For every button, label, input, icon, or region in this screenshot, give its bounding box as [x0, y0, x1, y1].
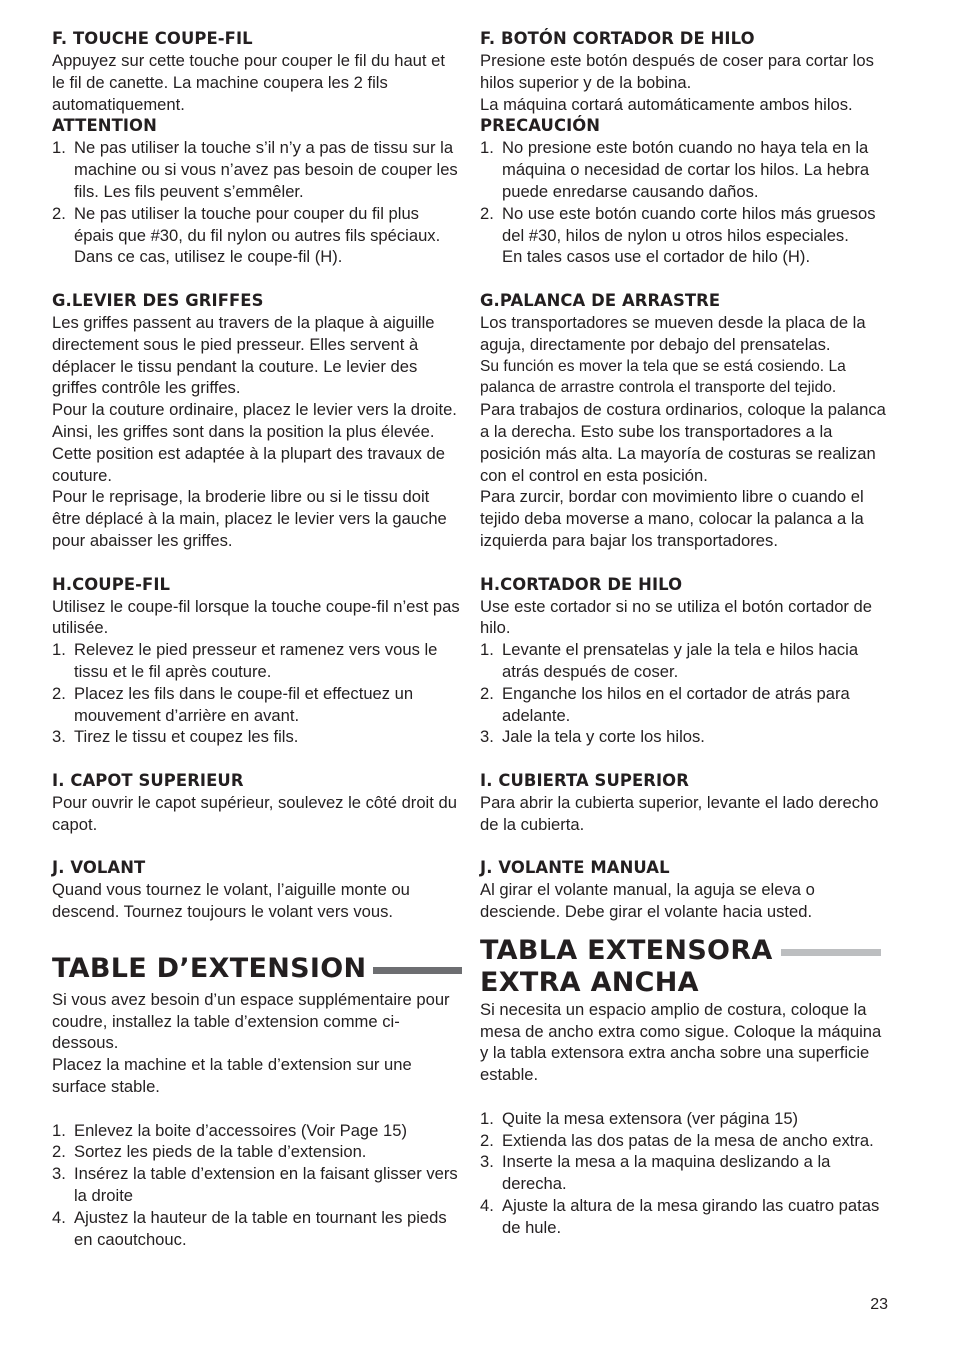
precaucion-list [480, 137, 890, 268]
section-j-text: Al girar el volante manual, la aguja se eleva o desciende. Debe girar el volante hacia usted. [480, 880, 815, 922]
item-text: Insérez la table d’extension en la faisant glisser vers la droite [74, 1164, 458, 1206]
french-column [52, 28, 462, 1250]
item-number: 1. [480, 640, 494, 660]
item-number: 4. [52, 1207, 66, 1227]
section-h-list [52, 639, 462, 748]
title-rule [373, 967, 462, 974]
extension-table-list [480, 1108, 890, 1239]
section-f-text: Appuyez sur cette touche pour couper le fil du haut et le fil de canette. La machine coupera les 2 fils automatiquement. [52, 51, 445, 114]
item-number: 1. [52, 640, 66, 660]
list-item [480, 1195, 890, 1239]
section-j-text: Quand vous tournez le volant, l’aiguille monte ou descend. Tournez toujours le volant vers vous. [52, 880, 410, 922]
precaucion-heading: PRECAUCIÓN [480, 116, 601, 136]
list-item [52, 203, 462, 268]
list-item [52, 1120, 462, 1142]
item-text: Quite la mesa extensora (ver página 15) [502, 1108, 799, 1128]
item-number: 2. [52, 683, 66, 703]
section-i-text: Para abrir la cubierta superior, levante el lado derecho de la cubierta. [480, 792, 879, 834]
item-number: 1. [52, 1120, 66, 1140]
extension-table-list [52, 1120, 462, 1251]
extension-table-title-line-1: TABLA EXTENSORA [480, 934, 773, 966]
item-number: 2. [480, 203, 494, 223]
section-g-text-2: Pour la couture ordinaire, placez le levier vers la droite. Ainsi, les griffes sont dans la position la plus élevée. Cette position est adaptée à la plupart des travaux de couture. [52, 400, 457, 485]
section-j-title: J. VOLANTE MANUAL [480, 858, 670, 878]
item-number: 3. [52, 727, 66, 747]
item-text: Jale la tela y corte los hilos. [502, 727, 705, 747]
item-number: 1. [480, 138, 494, 158]
extension-table-text-2: Placez la machine et la table d’extension sur une surface stable. [52, 1055, 412, 1097]
section-f-title: F. TOUCHE COUPE-FIL [52, 29, 253, 48]
list-item [52, 137, 462, 202]
item-number: 1. [52, 138, 66, 158]
section-h-text: Utilisez le coupe-fil lorsque la touche coupe-fil n’est pas utilisée. [52, 596, 460, 638]
item-text: Extienda las dos patas de la mesa de ancho extra. [502, 1130, 874, 1150]
item-note: Dans ce cas, utilisez le coupe-fil (H). [74, 247, 343, 267]
section-g-title: G.PALANCA DE ARRASTRE [480, 290, 721, 310]
list-item [480, 137, 890, 202]
list-item [480, 683, 890, 727]
spanish-column [480, 28, 890, 1239]
section-f-title: F. BOTÓN CORTADOR DE HILO [480, 29, 755, 48]
list-item [480, 726, 890, 748]
section-g-text-3: Para trabajos de costura ordinarios, coloque la palanca a la derecha. Esto sube los transportadores a la posición más alta. La mayoría de costuras se realizan con el control en esta posición. [480, 400, 886, 485]
item-text: No use este botón cuando corte hilos más gruesos del #30, hilos de nylon u otros hilos especiales. [502, 203, 876, 245]
list-item [52, 683, 462, 727]
attention-list [52, 137, 462, 268]
title-rule [781, 949, 881, 956]
section-h-text: Use este cortador si no se utiliza el botón cortador de hilo. [480, 596, 873, 638]
item-text: Ajustez la hauteur de la table en tournant les pieds en caoutchouc. [74, 1207, 447, 1249]
item-text: Levante el prensatelas y jale la tela e hilos hacia atrás después de coser. [502, 640, 859, 681]
section-g-title: G.LEVIER DES GRIFFES [52, 290, 264, 310]
item-number: 2. [52, 1142, 66, 1162]
section-g-text-1: Los transportadores se mueven desde la placa de la aguja, directamente por debajo del prensatelas. [480, 312, 866, 354]
item-text: Inserte la mesa a la maquina deslizando a la derecha. [502, 1152, 831, 1194]
item-number: 2. [52, 203, 66, 223]
section-g-text-3: Pour le reprisage, la broderie libre ou si le tissu doit être déplacé à la main, placez le levier vers la gauche pour abaisser les griffes. [52, 487, 447, 550]
list-item [480, 1130, 890, 1152]
section-f-text-2: La máquina cortará automáticamente ambos hilos. [480, 94, 853, 114]
section-g-text-2: Su función es mover la tela que se está cosiendo. La palanca de arrastre controla el transporte del tejido. [480, 357, 846, 397]
extension-table-title: TABLE D’EXTENSION [52, 952, 367, 984]
section-h-list [480, 639, 890, 748]
section-g-text-4: Para zurcir, bordar con movimiento libre o cuando el tejido deba moverse a mano, colocar la palanca a la izquierda para bajar los transportadores. [480, 487, 864, 550]
extension-table-text: Si necesita un espacio amplio de costura, coloque la mesa de ancho extra como sigue. Coloque la máquina y la tabla extensora extra ancha sobre una superficie estable. [480, 999, 882, 1085]
page-number: 23 [870, 1296, 888, 1313]
list-item [52, 726, 462, 748]
item-text: Placez les fils dans le coupe-fil et effectuez un mouvement d’arrière en avant. [74, 683, 414, 725]
list-item [480, 203, 890, 268]
item-number: 4. [480, 1196, 494, 1216]
list-item [52, 1207, 462, 1251]
extension-table-title-block [480, 935, 890, 999]
extension-table-title-row [52, 953, 462, 985]
section-j-title: J. VOLANT [52, 858, 146, 878]
item-text: Relevez le pied presseur et ramenez vers vous le tissu et le fil après couture. [74, 640, 438, 681]
list-item [480, 1108, 890, 1130]
item-number: 2. [480, 1130, 494, 1150]
section-h-title: H.CORTADOR DE HILO [480, 574, 683, 594]
item-number: 2. [480, 683, 494, 703]
item-text: No presione este botón cuando no haya tela en la máquina o necesidad de cortar los hilos. La hebra puede enredarse causando daños. [502, 138, 870, 201]
section-i-title: I. CAPOT SUPERIEUR [52, 770, 244, 790]
item-text: Tirez le tissu et coupez les fils. [74, 727, 299, 747]
item-text: Ajuste la altura de la mesa girando las cuatro patas de hule. [502, 1196, 880, 1237]
item-text: Enganche los hilos en el cortador de atrás para adelante. [502, 683, 850, 725]
extension-table-text-1: Si vous avez besoin d’un espace supplémentaire pour coudre, installez la table d’extension comme ci-dessous. [52, 989, 450, 1053]
section-i-text: Pour ouvrir le capot supérieur, soulevez le côté droit du capot. [52, 792, 457, 834]
item-number: 3. [480, 1152, 494, 1172]
extension-table-title-line-2: EXTRA ANCHA [480, 966, 699, 998]
item-note: En tales casos use el cortador de hilo (H). [502, 247, 811, 267]
section-i-title: I. CUBIERTA SUPERIOR [480, 770, 689, 790]
item-text: Ne pas utiliser la touche pour couper du fil plus épais que #30, du fil nylon ou autres fils spéciaux. [74, 203, 441, 245]
item-text: Sortez les pieds de la table d’extension. [74, 1142, 367, 1162]
section-g-text-1: Les griffes passent au travers de la plaque à aiguille directement sous le pied presseur. Elles servent à déplacer le tissu pendant la couture. Le levier des griffes contrôle les griffes. [52, 312, 435, 398]
list-item [52, 639, 462, 683]
list-item [480, 639, 890, 683]
item-text: Ne pas utiliser la touche s’il n’y a pas de tissu sur la machine ou si vous n’avez pas besoin de couper les fils. Les fils peuvent s’emmêler. [74, 138, 458, 201]
item-number: 1. [480, 1108, 494, 1128]
attention-heading: ATTENTION [52, 116, 157, 136]
item-text: Enlevez la boite d’accessoires (Voir Page 15) [74, 1120, 407, 1140]
item-number: 3. [480, 727, 494, 747]
list-item [52, 1163, 462, 1207]
section-f-text-1: Presione este botón después de coser para cortar los hilos superior y de la bobina. [480, 51, 874, 92]
item-number: 3. [52, 1164, 66, 1184]
list-item [480, 1151, 890, 1195]
section-h-title: H.COUPE-FIL [52, 574, 171, 594]
list-item [52, 1141, 462, 1163]
